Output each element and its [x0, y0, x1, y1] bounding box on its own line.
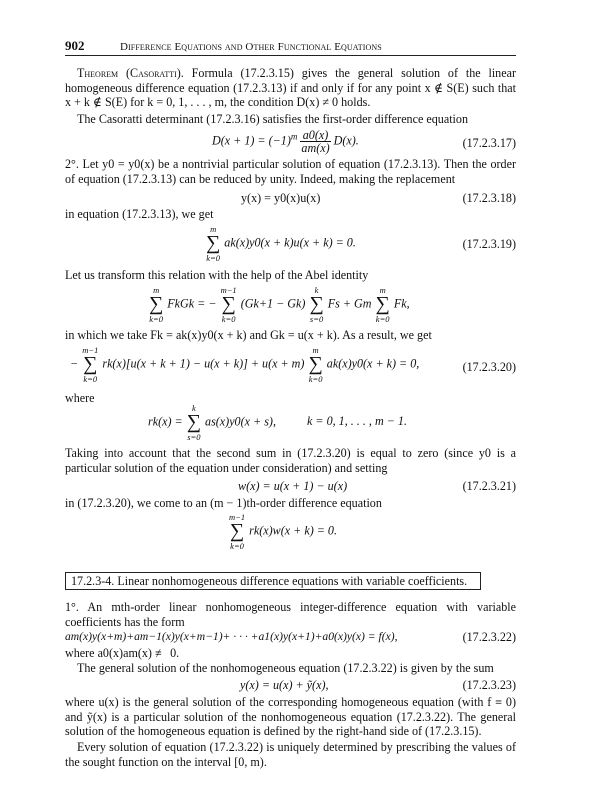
sigma-icon: ∑ [83, 353, 98, 375]
summation [376, 285, 390, 324]
sum-lower: k=0 [83, 374, 98, 384]
sigma-icon: ∑ [308, 353, 323, 375]
sum-upper: k [191, 403, 196, 413]
equation-17-2-3-19 [205, 224, 356, 263]
theorem-text: Formula (17.2.3.15) gives the general solution of the linear homogeneous difference equation (17.2.3.13) if and only if for any point x ∉ S(E) such that x + k ∉ S(E) for k = 0, 1, . . . , m, the condition D(x) ≠ 0 holds. [65, 66, 516, 110]
para-take: in which we take Fk = ak(x)y0(x + k) and Gk = u(x + k). As a result, we get [65, 328, 432, 342]
sum-upper: m−1 [82, 345, 99, 355]
eq-label-17-2-3-18: (17.2.3.18) [462, 191, 516, 205]
equation-17-2-3-21: w(x) = u(x + 1) − u(x) [238, 479, 348, 493]
sum-lower: s=0 [309, 314, 324, 324]
summation [308, 345, 322, 384]
sum-upper: k [314, 285, 319, 295]
eq-rhs: D(x). [333, 133, 359, 148]
eq-body: rk(x)w(x + k) = 0. [249, 523, 337, 538]
eq-label-17-2-3-23: (17.2.3.23) [462, 678, 516, 692]
abel-term: Fk, [393, 296, 410, 311]
equation-17-2-3-17 [212, 129, 359, 154]
equation-abel-identity [148, 285, 410, 324]
sum-lower: k=0 [206, 253, 221, 263]
para-1deg: 1°. An mth-order linear nonhomogeneous integer-difference equation with variable coefficients has the form [65, 600, 516, 629]
equation-reduced [228, 512, 337, 551]
abel-term: Fs + Gm [327, 296, 372, 311]
sigma-icon: ∑ [186, 411, 201, 433]
eq-label-17-2-3-22: (17.2.3.22) [462, 630, 516, 644]
theorem-name: Theorem (Casoratti). [77, 66, 184, 80]
eq-condition: k = 0, 1, . . . , m − 1. [307, 414, 407, 429]
para-come: in (17.2.3.20), we come to an (m − 1)th-order difference equation [65, 496, 382, 510]
summation [229, 512, 245, 551]
para-where: where [65, 391, 95, 405]
eq-term: rk(x)[u(x + k + 1) − u(x + k)] + u(x + m) [102, 356, 305, 371]
sum-upper: m [312, 345, 319, 355]
eq-label-17-2-3-21: (17.2.3.21) [462, 479, 516, 493]
sigma-icon: ∑ [375, 293, 390, 315]
page-header [65, 39, 516, 56]
eq-minus: − [70, 356, 79, 371]
eq-label-17-2-3-20: (17.2.3.20) [462, 360, 516, 374]
sum-lower: s=0 [187, 432, 201, 442]
equation-17-2-3-20 [70, 345, 419, 384]
equation-17-2-3-23: y(x) = u(x) + ỹ(x), [240, 678, 329, 692]
para-casoratti: The Casoratti determinant (17.2.3.16) satisfies the first-order difference equation [77, 112, 469, 126]
running-title: Difference Equations and Other Functional Equations [120, 41, 382, 53]
sum-lower: k=0 [230, 541, 244, 551]
fraction-denominator: am(x) [301, 141, 330, 155]
sum-lower: k=0 [375, 314, 390, 324]
para-2: 2°. Let y0 = y0(x) be a nontrivial particular solution of equation (17.2.3.13). Then the order of equation (17.2.3.13) can be reduced by unity. Indeed, making the replacement [65, 157, 516, 186]
sum-lower: k=0 [149, 314, 164, 324]
section-heading-box: 17.2.3-4. Linear nonhomogeneous difference equations with variable coefficients. [65, 572, 481, 590]
sum-lower: k=0 [308, 374, 323, 384]
sigma-icon: ∑ [149, 293, 164, 315]
summation [149, 285, 163, 324]
para-every: Every solution of equation (17.2.3.22) is uniquely determined by prescribing the values of the sought function on the interval [0, m). [65, 740, 516, 769]
eq-lhs: rk(x) = [148, 414, 183, 429]
summation [187, 403, 201, 442]
equation-17-2-3-22: am(x)y(x+m)+am−1(x)y(x+m−1)+ · · · +a1(x)y(x+1)+a0(x)y(x) = f(x), [65, 630, 398, 643]
sigma-icon: ∑ [309, 293, 324, 315]
theorem-casoratti [65, 66, 516, 110]
summation [82, 345, 98, 384]
para-abel: Let us transform this relation with the help of the Abel identity [65, 268, 369, 282]
sigma-icon: ∑ [221, 293, 236, 315]
equation-rk [148, 403, 407, 442]
eq-fraction [300, 129, 330, 154]
sigma-icon: ∑ [206, 232, 221, 254]
eq-label-17-2-3-19: (17.2.3.19) [462, 237, 516, 251]
equation-17-2-3-18: y(x) = y0(x)u(x) [241, 191, 321, 205]
sum-upper: m [210, 224, 217, 234]
eq-label-17-2-3-17: (17.2.3.17) [462, 136, 516, 150]
eq-body: as(x)y0(x + s), [205, 414, 276, 429]
sigma-icon: ∑ [229, 520, 245, 542]
sum-upper: m−1 [229, 512, 246, 522]
sum-upper: m−1 [220, 285, 237, 295]
eq-body: ak(x)y0(x + k)u(x + k) = 0. [224, 235, 356, 250]
para-where-2: where a0(x)am(x) ≢ 0. [65, 646, 180, 660]
eq-lhs: D(x + 1) = (−1) [212, 133, 291, 148]
summation [309, 285, 323, 324]
para-we-get: in equation (17.2.3.13), we get [65, 207, 214, 221]
sum-upper: m [379, 285, 386, 295]
abel-term: FkGk = − [167, 296, 217, 311]
summation [221, 285, 237, 324]
sum-upper: m [153, 285, 160, 295]
para-where-3: where u(x) is the general solution of the corresponding homogeneous equation (with f ≡ 0) and ỹ(x) is a particular solution of the nonhomogeneous equation (17.2.3.22). The general solution of the homogeneous equation is defined by the right-hand side of (17.2.3.15). [65, 695, 516, 739]
eq-term: ak(x)y0(x + k) = 0, [326, 356, 420, 371]
page-number: 902 [65, 38, 85, 53]
summation [206, 224, 220, 263]
fraction-numerator: a0(x) [300, 129, 330, 142]
sum-lower: k=0 [221, 314, 236, 324]
eq-sup: m [290, 131, 298, 142]
abel-term: (Gk+1 − Gk) [240, 296, 306, 311]
para-taking: Taking into account that the second sum in (17.2.3.20) is equal to zero (since y0 is a particular solution of the equation under consideration) and setting [65, 446, 516, 475]
para-general: The general solution of the nonhomogeneous equation (17.2.3.22) is given by the sum [77, 661, 494, 675]
